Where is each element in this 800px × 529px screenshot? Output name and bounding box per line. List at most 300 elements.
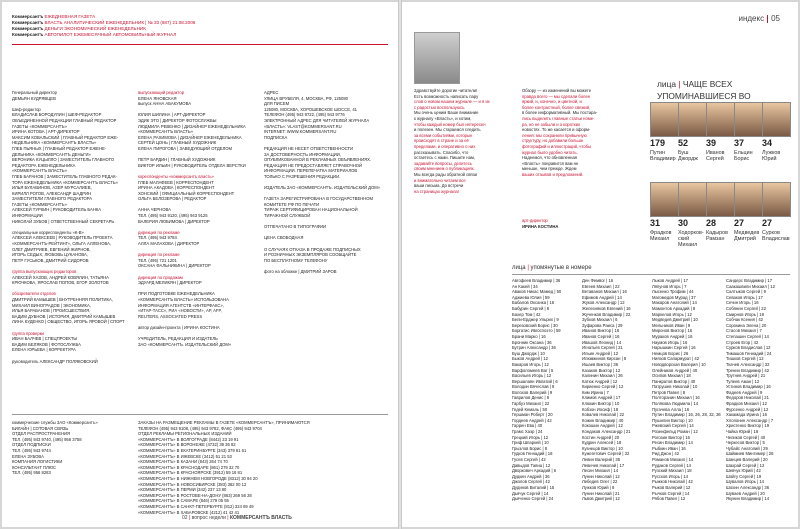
text-line: Есть возможность написать пару	[414, 93, 479, 99]
text-line: ЛИНА КУДЕНКО | ОБЩЕСТВО, ИГОРЬ ЯРОВОЙ | СПОРТ	[12, 319, 125, 325]
text-line: Сорокина Элена | 20	[726, 322, 767, 328]
text-line: «КОММЕРСАНТЪ» В НИЖНЕМ НОВГОРОДЕ (8312) 30 94 20	[138, 475, 258, 481]
names-column-1	[512, 278, 580, 518]
text-line: своим мнением о публикациях.	[414, 166, 475, 172]
text-line: Ковалев Николай | 22	[582, 412, 625, 418]
text-line: Тренин Владимир | 42	[726, 367, 770, 373]
text-line: Тимашов Геннадий | 24	[726, 350, 772, 356]
text-line: Кужегетович Сергей | 32	[582, 451, 630, 457]
text-line: ТЕЛ. (495) 721 1201	[138, 257, 177, 263]
text-line: группа выпускающих редакторов	[12, 269, 77, 274]
text-line: Лунин Николай | 21	[582, 490, 620, 496]
list-title: лица | упомянутые в номере	[512, 265, 592, 271]
text-line: Нарышкин Сергей | 16	[652, 345, 696, 351]
text-line: КИРИЛЛ РОГОВ, АЛЕКСАНДР ШАДРИН	[12, 190, 92, 196]
text-line: Шувалов Игорь | 14	[726, 479, 765, 485]
text-line: ЭДУАРД МЕЛИКЯН | ДИРЕКТОР	[138, 280, 202, 286]
text-line: пределами, и оперативно о них	[414, 143, 476, 149]
text-line: Собянин Сергей | 22	[726, 305, 766, 311]
text-line: Ильин Андрей | 12	[582, 350, 619, 356]
text-line: Смирнов Игорь | 19	[726, 311, 764, 317]
text-line: АЛЛА МАЛАХОВА | ДИРЕКТОР	[138, 241, 200, 247]
text-line: ЕЛЕНА ЮРЬЕВА | КОРРЕКТУРА	[12, 347, 76, 353]
text-line: Климов Андрей | 17	[582, 395, 621, 401]
text-line: Панкратов Виктор | 40	[652, 378, 696, 384]
text-line: INTERNET: WWW.KOMMERSANT.RU	[264, 129, 337, 135]
text-line: «КОММЕРСАНТЪ» В РОСТОВЕ-НА-ДОНУ (863) 269 56 28	[138, 492, 252, 498]
list-title-text: упомянутые в номере	[530, 265, 592, 271]
text-line: ЗА ДОСТОВЕРНОСТЬ ИНФОРМАЦИИ,	[264, 151, 341, 157]
text-line: Мельников Иван | 9	[652, 322, 691, 328]
text-line: Лесин Михаил | 14	[582, 468, 619, 474]
text-line: ГЛЕБ ПЬЯНЫХ | ГЛАВНЫЙ РЕДАКТОР ЕЖЕНЕ-	[12, 145, 107, 151]
text-line: «ИТАР-ТАСС», РИА «НОВОСТИ», AP, AFP,	[138, 308, 222, 314]
text-line: Шахрай Сергей | 12	[726, 462, 765, 468]
mention-count: 34	[762, 138, 773, 148]
mention-count: 39	[706, 138, 717, 148]
text-line: Олейников Андрей | 40	[652, 367, 698, 373]
text-line: Шохин Александр | 36	[726, 484, 770, 490]
text-line: Грамс Хаэр | 24	[512, 429, 543, 435]
text-line: Гарбуз Михаил | 22	[512, 401, 550, 407]
text-line: ПЕТР ГУСЬКОВ, ДМИТРИЙ СИДОРОВ	[12, 257, 89, 263]
text-line: Шеф-редактор	[12, 106, 41, 112]
text-line: и полезен. Мы стараемся следить	[414, 127, 481, 133]
signature-role: арт-директор	[522, 218, 548, 223]
footer-page-number: 02	[182, 515, 188, 521]
text-line: ИВАН БАЛЧЕВ | СПЕЦПРОЕКТЫ	[12, 336, 78, 342]
text-line: ЗАМЕСТИТЕЛИ ГЛАВНОГО РЕДАКТОРА	[12, 196, 93, 202]
text-line: Бели-Ерджер Ульрих | 9	[512, 317, 559, 323]
text-line: Евгеев Михаил | 22	[582, 283, 620, 289]
text-line: Чубайс Анатолий | 29	[726, 445, 768, 451]
text-line: ОТДЕЛ ПОДПИСКИ	[12, 442, 51, 448]
text-line: ЭЛЕКТРОННЫЙ АДРЕС ДЛЯ ЧИТАТЕЛЕЙ ЖУРНАЛА	[264, 117, 370, 123]
text-line: рассказывать. Спасибо, что	[414, 149, 469, 155]
text-line: Петров Павел | 8	[652, 389, 686, 395]
text-line: РЕДАКТОРА ЕЖЕНЕДЕЛЬНИКА	[12, 162, 76, 168]
text-line: Наумов Игорь | 16	[652, 339, 688, 345]
text-line: «КОММЕРСАНТЪ ВЛАСТЬ»	[12, 168, 67, 174]
text-line: Бронник Оксана | 36	[512, 339, 552, 345]
text-line: «КОММЕРСАНТЪ» В САМАРЕ (846) 279 05 55	[138, 498, 229, 504]
text-line: НЕДЕЛЬНИКА «КОММЕРСАНТЪ ВЛАСТЬ»	[12, 140, 97, 146]
text-line: Зубков Михаил | 6	[582, 317, 618, 323]
text-line: Руссков Игорь | 14	[652, 473, 688, 479]
text-line: Железняков Евгений | 16	[582, 305, 631, 311]
text-line: коммерческие службы ЗАО «Коммерсантъ»	[12, 420, 98, 425]
text-line: Чайка Юрий | 16	[726, 429, 759, 435]
text-line: Мамонтов Аркадий | 8	[652, 305, 696, 311]
header-label: ДЕНЬГИ ЭКОНОМИЧЕСКИЙ ЕЖЕНЕДЕЛЬНИК	[43, 26, 146, 31]
text-line: Пушилин Виктор | 10	[652, 417, 693, 423]
text-line: ВАДИМ ДУБНОВ | ИСТОРИЯ, ДМИТРИЙ КАМЫШЕВ	[12, 313, 116, 319]
text-line: Дьячук Сергей | 14	[512, 490, 549, 496]
text-line: «КОММЕРСАНТЪ» В ИЖЕВСКЕ (3412) 51 21 53	[138, 453, 232, 459]
text-line: ВЕРОНИКА КУЦЫЛЛО | ЗАМЕСТИТЕЛЬ ГЛАВНОГО	[12, 157, 115, 163]
text-line: Иванов Виктор | 16	[582, 328, 620, 334]
header-label: АВТОПИЛОТ ЕЖЕМЕСЯЧНЫЙ АВТОМОБИЛЬНЫЙ ЖУРНАЛ	[43, 32, 177, 37]
text-line: Здравствуйте дорогие читатели!	[414, 88, 478, 93]
face-photo	[734, 182, 763, 217]
text-line: автор дизайн-проекта | ИРИНА КОСТИНА	[138, 324, 220, 330]
text-line: ГАЗЕТЫ «КОММЕРСАНТЪ»	[12, 201, 67, 207]
text-line: Степашин Сергей | 14	[726, 333, 769, 339]
text-line: НИКОЛАЙ ЗУБОВ | ОТВЕТСТВЕННЫЙ СЕКРЕТАРЬ	[12, 218, 115, 224]
text-line: происходят в стране и за её	[414, 138, 469, 144]
text-line: новостях. То же касается и оформ-	[522, 127, 591, 133]
footer-section: вопрос недели	[191, 515, 226, 521]
text-line: Федоров Николай | 21	[726, 395, 769, 401]
text-line: более контрастный, более свежий,	[522, 104, 591, 110]
text-line: фото на обложке | ДМИТРИЙ ЗАРОВ	[264, 269, 337, 274]
text-line: Буш Джордж | 10	[512, 350, 545, 356]
text-line: ЛЮДМИЛА РЕВЕНКО | ДИЗАЙНЕР ЕЖЕНЕДЕЛЬНИКА	[138, 123, 246, 129]
text-line: специальные корреспонденты «К-В»	[12, 229, 84, 235]
text-line: «КОММЕРСАНТЪ» В ВОЛГОГРАДЕ (8442) 23 19 91	[138, 436, 239, 442]
text-line: Рыков Валерий | 12	[652, 484, 691, 490]
text-line: ГАЗЕТА ЗАРЕГИСТРИРОВАНА В ГОСУДАРСТВЕННОМ	[264, 196, 374, 202]
header-page: 05	[771, 14, 780, 23]
text-line: Рид Джон | 42	[652, 451, 680, 457]
text-line: Лебедев Олег | 22	[582, 479, 618, 485]
text-line: ТЕЛ. (495) 943 9120, (495) 943 9125	[138, 213, 208, 219]
text-line: Собчак Ксения | 42	[726, 317, 763, 323]
right-header	[739, 14, 781, 23]
text-line: ТЕЛ. (495) 943 9784	[138, 235, 177, 241]
text-line: ОТПЕЧАТАНО В ТИПОГРАФИИ	[264, 224, 326, 230]
text-line: ваших отзывов и предложений.	[522, 171, 584, 177]
text-line: Осипов Михаил | 18	[652, 373, 691, 379]
text-line: АЛЕКСЕЙ ТУРКИН | РУКОВОДИТЕЛЬ БАНКА	[12, 207, 102, 213]
text-line: к журналу «Власть», и хотим,	[414, 115, 472, 121]
text-line: чтобы каждый номер был интересен	[414, 121, 486, 127]
text-line: Фрадков Михаил | 12	[726, 401, 767, 407]
text-line: МИХАИЛ ВИНОГРАДОВ | ЭКОНОМИКА,	[12, 302, 91, 308]
text-line: выпуск АННА АБАКУМОВА	[138, 101, 192, 107]
text-line: Кожин Владимир | 40	[582, 417, 624, 423]
text-line: «ВЛАСТЬ»: VLAST@KOMMERSANT.RU	[264, 123, 342, 129]
intro-signature	[522, 218, 558, 229]
text-line: «КОММЕРСАНТЪ» В ЕКАТЕРИНБУРГЕ (343) 379 61 61	[138, 447, 247, 453]
text-line: КРЮЧКОВА, ЯРОСЛАВ ПОПОВ, ЕГОР ЗОЛОТОВ	[12, 280, 109, 286]
text-line: Маркелов Игорь | 12	[652, 311, 692, 317]
mention-count: 52	[678, 138, 689, 148]
text-line: Пугачева Алла | 16	[652, 406, 690, 412]
text-line: ЕЛЕНА ПИРОГОВА | ЗАВЕДУЮЩИЙ ОТДЕЛОМ	[138, 145, 233, 151]
text-line: Ефимов Андрей | 14	[582, 294, 622, 300]
text-line: Дьяченко Сергей | 24	[512, 496, 554, 502]
text-line: Салтыков Сергей | 9	[726, 289, 766, 295]
text-line: Варфоломеев Ваг | 5	[512, 367, 554, 373]
text-line: Рябов Павел | 12	[652, 496, 686, 502]
text-line: КОНСУЛЬТАНТ ПЛЮС	[12, 464, 57, 470]
face-photo	[706, 102, 735, 137]
person-name: Сурков Владислав	[762, 230, 790, 243]
text-line: на страницах журнала!	[414, 188, 459, 194]
signature-name: ИРИНА КОСТИНА	[522, 223, 559, 229]
text-line: Игнатьев Сергей | 21	[582, 345, 623, 351]
header-label: ВЛАСТЬ АНАЛИТИЧЕСКИЙ ЕЖЕНЕДЕЛЬНИК | № 33 (687) 21.08.2006	[43, 20, 196, 25]
mention-count: 27	[734, 218, 745, 228]
person-name: Ельцин Борис	[734, 150, 753, 163]
text-line: ИЗДАТЕЛЬ ЗАО «КОММЕРСАНТЪ. ИЗДАТЕЛЬСКИЙ ДОМ»	[264, 185, 381, 191]
text-line: «КОММЕРСАНТЪ» В ПЕРМИ (342) 237 13 80	[138, 487, 227, 493]
text-line: Зуфарова Раиса | 29	[582, 322, 623, 328]
text-line: в более информативный. Мы постара-	[522, 110, 598, 116]
headline-prefix: лица	[657, 79, 677, 89]
text-line: Ишаев Виктор | 36	[582, 361, 619, 367]
text-line: Путин Владимир | 16, 26, 28, 32, 36	[652, 412, 721, 418]
text-line: Магомедов Мурад | 37	[652, 294, 696, 300]
right-page	[402, 2, 798, 527]
text-line: ВАЛЕРИЯ ЛЮБИМОВА | ДИРЕКТОР	[138, 218, 210, 224]
text-line: Волохов Валерий | 9	[512, 389, 553, 395]
footer-brand: КОММЕРСАНТЪ ВЛАСТЬ	[229, 515, 292, 521]
text-line: ТЕЛ. (495) 943 9744	[12, 447, 51, 453]
bottom-divider	[12, 414, 388, 415]
text-line: Левичев Николай | 17	[582, 462, 625, 468]
text-line: Ткачев Александр | 32	[726, 361, 770, 367]
text-line: ТЕЛЕФОН (495) 943 9108, (495) 943 9782, ФАКС (495) 943 9704	[138, 425, 262, 431]
text-line: Тулеев Аман | 12	[726, 378, 760, 384]
text-line: ОПУБЛИКОВАННОЙ В РЕКЛАМНЫХ ОБЪЯВЛЕНИЯХ.	[264, 157, 372, 163]
text-line: ТОЛЬКО С РАЗРЕШЕНИЯ РЕДАКЦИИ.	[264, 173, 341, 179]
text-line: Тишков Сергей | 12	[726, 356, 764, 362]
text-line: Львов Дмитрий | 12	[582, 496, 620, 502]
text-line: ЕЛЕНА ЗУБОВА	[12, 453, 44, 459]
text-line: Ден Фемвог | 16	[582, 278, 614, 283]
text-line: Гриф Шпаркей | 10	[512, 440, 549, 446]
text-line: Катюк Андрей | 12	[582, 378, 618, 384]
text-line: ХОНСКИЙ | ОФИЦИАЛЬНЫЙ КОРРЕСПОНДЕНТ	[138, 190, 235, 196]
text-line: ОКСАНА ФАЛЬНИКИНА | ДИРЕКТОР	[138, 263, 211, 269]
text-line: Бутрин Александр | 36	[512, 345, 556, 351]
person-name: Кадыров Рамзан	[706, 230, 729, 243]
text-line: ИЛЬЯ БАРАБАНОВ | ПРОИСШЕСТВИЯ,	[12, 308, 91, 314]
header-lines	[12, 14, 312, 38]
text-line: Гудков Геннадий | 18	[512, 451, 553, 457]
text-line: ОЛЕГ ДМИТРИЕВ, ЕВГЕНИЙ ЖИРНОВ,	[12, 246, 91, 252]
text-line: Боргатис Ивгоспоэто | 59	[512, 328, 561, 334]
text-line: Васильев Игорь | 12	[512, 373, 552, 379]
person-name: Медведев Дмитрий	[734, 230, 760, 243]
mention-count: 179	[650, 138, 666, 148]
text-line: ЗАКАЗЫ НА РАЗМЕЩЕНИЕ РЕКЛАМЫ В ГАЗЕТЕ «КОММЕРСАНТЪ», ПРИНИМАЮТСЯ	[138, 420, 310, 425]
text-line: Саакашвили Михаил | 12	[726, 283, 775, 289]
text-line: Трутнев Андрей | 21	[726, 373, 766, 379]
text-line: Макаров Анатолий | 14	[652, 300, 697, 306]
text-line: Гаррен Ева | 40	[512, 423, 543, 429]
text-line: Дудинов Виталий | 15	[512, 484, 555, 490]
text-line: Романов Михаил | 14	[652, 457, 694, 462]
text-line: Дудкин Андрей | 36	[512, 473, 550, 479]
text-line: Шуваев Андрей | 20	[726, 490, 765, 496]
text-line: Кобзон Иосиф | 18	[582, 406, 619, 412]
list-title-prefix: лица	[512, 265, 526, 271]
person-name: Буш Джордж	[678, 150, 698, 163]
text-line: «КОММЕРСАНТЪ-РЕЙТИНГ», ОЛЬГА АЛЛЕНОВА,	[12, 241, 112, 247]
text-line: Мы очень ценим Ваше внимание	[414, 110, 479, 116]
text-line: меньше, чем прежде. Ждем	[522, 166, 577, 172]
text-line: REUTERS, ASSOCIATED PRESS	[138, 313, 203, 319]
text-line: «Власть» понравится вам не	[522, 160, 579, 166]
text-line: РЕДАКЦИЯ НЕ ПРЕДОСТАВЛЯЕТ СПРАВОЧНОЙ	[264, 162, 362, 168]
text-line: задавайте вопросы, делитесь	[414, 160, 472, 166]
text-line: ЕЛЕНА ЯНОВСКАЯ	[138, 95, 177, 101]
face-photo	[706, 182, 735, 217]
header-label: ЕЖЕДНЕВНАЯ ГАЗЕТА	[43, 14, 96, 19]
person-name: Лужков Юрий	[762, 150, 781, 163]
text-line: и внимательно читаем все	[414, 177, 466, 183]
text-line: Медведев Дмитрий | 10	[652, 317, 698, 323]
text-line: АЛЕКСЕЙ АЛЕКСЕЕВ | РУКОВОДИТЕЛЬ ПРОЕКТА	[12, 235, 113, 241]
person-name: Ходорков-ский Михаил	[678, 230, 704, 249]
text-line: ВАДИМ БЕЛЯКОВ | ФОТОСЛУЖБА	[12, 341, 81, 347]
text-line: ИРИНА КОТОВА | АРТ-ДИРЕКТОР	[12, 129, 80, 135]
text-line: Немцов Борис | 26	[652, 350, 689, 356]
text-line: Гордеев Андрей | 42	[512, 417, 552, 423]
text-line: Казаков Виктор | 12	[582, 367, 621, 373]
text-line: слов о новом нашем журнале — и я их	[414, 99, 490, 105]
intro-column-2	[522, 88, 632, 238]
mention-count: 28	[706, 218, 717, 228]
text-line: ПЕТР БАРДИН | ГЛАВНЫЙ ХУДОЖНИК	[138, 157, 216, 163]
header-pub: Коммерсантъ	[12, 32, 44, 37]
text-line: Христенко Виктор | 19	[726, 423, 770, 429]
header-pub: Коммерсантъ	[12, 20, 44, 25]
text-line: Илюмжинов Кирсан | 8	[582, 356, 627, 362]
text-line: Бахер Том | 42	[512, 311, 541, 317]
text-line: Бабалов Оксанка | 16	[512, 300, 555, 306]
text-line: Кудрин Алексей | 18	[582, 440, 622, 446]
text-line: Хакамада Ирина | 16	[726, 412, 767, 418]
text-line: Сандерс Владимир | 17	[726, 278, 773, 283]
text-line: «КОММЕРСАНТЪ» В ВОРОНЕЖЕ (4732) 39 36 82	[138, 442, 236, 448]
text-line: Шанцев Валерий | 20	[726, 457, 768, 462]
text-line: Севаков Игорь | 17	[726, 294, 763, 300]
text-line: Мураков Андрей | 16	[652, 333, 693, 339]
text-line: Аваков Никас Мамед | 50	[512, 289, 562, 295]
text-line: Жуков Александр | 12	[582, 300, 625, 306]
text-line: ОТДЕЛ РАСПРОСТРАНЕНИЯ	[12, 431, 71, 437]
text-line: ОЛЬГА БЕЛОЗЕРОВА | РЕДАКТОР	[138, 196, 207, 202]
header-divider	[12, 44, 388, 45]
text-line: ДМИТРИЙ КАМЫШЕВ | ВНУТРЕННЯЯ ПОЛИТИКА,	[12, 296, 113, 302]
text-line: «КОММЕРСАНТЪ» В САНКТ-ПЕТЕРБУРГЕ (812) 324 69 49	[138, 503, 254, 509]
text-line: Гершман Роберт | 20	[512, 412, 553, 418]
text-line: Якунин Владимир | 14	[726, 496, 770, 502]
text-line: Устинов Владимир | 16	[726, 384, 771, 390]
text-line: БИЛАЙН | СОТОВАЯ СВЯЗЬ	[12, 425, 69, 431]
faces-headline: лица | ЧАЩЕ ВСЕХ УПОМИНАВШИЕСЯ ВО	[657, 78, 787, 114]
text-line: Левин Валерий | 35	[582, 457, 621, 462]
text-line: ГЛЕБ МАЛАФЕЕВ | КОРРЕСПОНДЕНТ	[138, 179, 214, 185]
text-line: остаетесь с нами. Пишите нам,	[414, 155, 475, 161]
text-line: Рычков Сергей | 14	[652, 490, 690, 496]
text-line: ДЛЯ ПИСЕМ	[264, 101, 290, 107]
text-line: ДЕМЬЯН КУДРЯВЦЕВ	[12, 95, 56, 101]
face-photo	[650, 102, 679, 137]
text-line: яркий, и, конечно, и цветной, и	[522, 99, 582, 105]
text-line: Жученков Владимир | 22	[582, 311, 631, 317]
header-line	[12, 32, 312, 38]
text-line: УЛИЦА ВРУБЕЛЯ, 4, МОСКВА, РФ, 125080	[264, 95, 348, 101]
text-line: Бабурин Сергей | 8	[512, 305, 550, 311]
text-line: Дворкович Аркадий | 6	[512, 468, 557, 474]
text-line: обозреватели отделов	[12, 291, 56, 297]
text-line: МАКСИМ КОВАЛЬСКИЙ | ГЛАВНЫЙ РЕДАКТОР ЕЖЕ-	[12, 134, 119, 140]
mention-count: 37	[734, 138, 745, 148]
text-line: ОТДЕЛ РЕКЛАМЫ РЕГИОНАЛЬНЫХ ИЗДАНИЙ	[138, 431, 232, 437]
text-line: Лыков Андрей | 17	[652, 278, 688, 283]
text-line: АДРЕС	[264, 90, 279, 95]
text-line: Грецкий Игорь | 12	[512, 434, 549, 440]
person-name: Фрадков Михаил	[650, 230, 672, 243]
text-line: ТИРАЖНОЙ СЛУЖБОЙ	[264, 213, 311, 219]
staff-column-3	[264, 90, 390, 380]
text-line: ТОРА ЕЖЕНЕДЕЛЬНИКА «КОММЕРСАНТЪ ВЛАСТЬ»	[12, 179, 118, 185]
text-line: ления: мы сохранили привычную	[522, 132, 587, 138]
editor-photo	[414, 32, 460, 84]
face-photo	[734, 102, 763, 137]
text-line: ДЕЛЬНИКА «КОММЕРСАНТЪ ДЕНЬГИ»	[12, 151, 91, 157]
text-line: ВИКТОР ИЛЬИН | РУКОВОДИТЕЛЬ ОТДЕЛА ВЕРСТКИ	[138, 162, 246, 168]
text-line: Надеемся, что обновленная	[522, 155, 578, 161]
text-line: фотографий и иллюстраций, чтобы	[522, 143, 592, 149]
text-line: Гедей Кемаль | 50	[512, 406, 548, 412]
text-line: Генеральный директор	[12, 90, 57, 95]
text-line: Лысенко Трофим | 44	[652, 289, 694, 295]
text-line: Давыдов Тавна | 12	[512, 462, 551, 468]
text-line: Челиков Сергей | 40	[726, 434, 766, 440]
text-line: дирекция по продажам	[138, 274, 183, 280]
text-line: СЕРГЕЙ ЦОНЬ | ГЛАВНЫЙ ХУДОЖНИК	[138, 140, 217, 146]
text-line: 125080, МОСКВА, ХОРОШЕВСКОЕ ШОССЕ, 41	[264, 106, 357, 112]
text-line: «КОММЕРСАНТЪ» В ХАБАРОВСКЕ (4212) 41 42 41	[138, 509, 240, 515]
text-line: Рузский Михаил | 18	[652, 468, 692, 474]
text-line: Полторанин Михаил | 16	[652, 395, 700, 401]
text-line: ТЕЛ. (495) 943 9740, (495) 956 3758	[12, 436, 82, 442]
text-line: «КОММЕРСАНТЪ» В КАЗАНИ (843) 264 74 70	[138, 459, 228, 465]
text-line: Рудаков Сергей | 14	[652, 462, 691, 468]
text-line: Ржевский Сергей | 14	[652, 423, 694, 429]
text-line: ваши письма. До встречи	[414, 183, 464, 189]
face-photo	[762, 182, 791, 217]
text-line: ра, но не забыли и о коротких	[522, 121, 581, 127]
text-line: ИЛЬЯ БУЛАВИНОВ, АЗЕР МУРСАЛИЕВ,	[12, 185, 92, 191]
text-line: Кириенко Сергей | 12	[582, 384, 624, 390]
text-line: выпускающий редактор	[138, 90, 185, 95]
text-line: правда всего — мы сделали более	[522, 93, 591, 99]
text-line: Шойгу Сергей | 19	[726, 473, 762, 479]
text-line: руководитель АЛЕКСАНДР ПОЛЯКОВСКИЙ	[12, 358, 98, 364]
mention-count: 31	[650, 218, 661, 228]
text-line: Рыжков Николай | 42	[652, 479, 693, 485]
text-line: Кондаков Александр | 21	[582, 429, 631, 435]
text-line: Розенфельд Роман | 12	[652, 429, 698, 435]
text-line: О СЛУЧАЯХ ОТКАЗА В ПРОДАЖЕ ПОДПИСНЫХ	[264, 246, 361, 252]
text-line: Быков Андрей | 12	[512, 356, 548, 362]
text-line: ПРИ ПОДГОТОВКЕ ЕЖЕНЕДЕЛЬНИКА	[138, 291, 215, 297]
text-line: ИНФОРМАЦИИ. ПЕРЕПЕЧАТКА МАТЕРИАЛОВ	[264, 168, 358, 174]
text-line: Обзору — из изменений вы можете	[522, 88, 592, 93]
names-column-3	[652, 278, 724, 518]
text-line: Фадеев Андрей | 9	[726, 389, 763, 395]
text-line: Кокошин Андрей | 12	[582, 423, 623, 429]
text-line: «КОММЕРСАНТЪ» В КРАСНОЯРСКЕ (3912) 59 16 81	[138, 470, 243, 476]
text-line: ВЛАДИСЛАВ БОРОДУЛИН | ШЕФ-РЕДАКТОР	[12, 112, 102, 118]
